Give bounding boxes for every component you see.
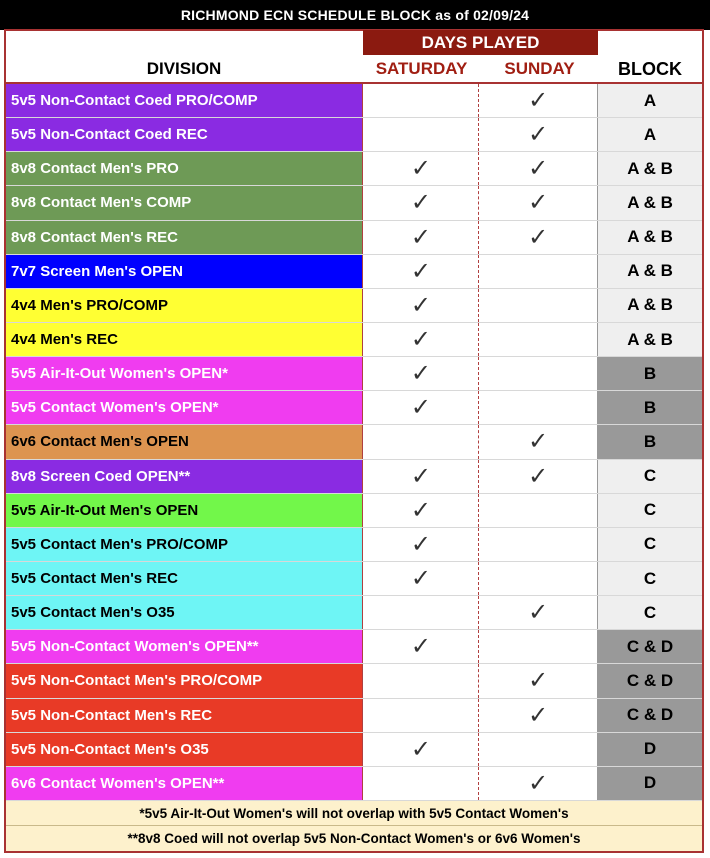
saturday-check-icon: ✓ xyxy=(362,255,479,288)
page-title: RICHMOND ECN SCHEDULE BLOCK as of 02/09/24 xyxy=(0,0,710,30)
schedule-table xyxy=(6,84,702,801)
saturday-check-icon: ✓ xyxy=(362,221,479,254)
saturday-check-icon: ✓ xyxy=(362,528,479,561)
block-cell: A & B xyxy=(597,152,702,185)
sunday-check-icon: ✓ xyxy=(528,462,549,490)
table-row xyxy=(6,357,702,391)
sunday-check-icon: ✓ xyxy=(528,667,549,695)
division-cell: 8v8 Contact Men's REC xyxy=(6,221,362,254)
days-played-header: DAYS PLAYED xyxy=(363,30,598,55)
saturday-check-icon: ✓ xyxy=(362,733,479,766)
footnote-1: *5v5 Air-It-Out Women's will not overlap with 5v5 Contact Women's xyxy=(139,805,569,821)
division-cell: 6v6 Contact Women's OPEN** xyxy=(6,767,362,800)
block-cell: C xyxy=(597,460,702,493)
saturday-check-icon: ✓ xyxy=(362,562,479,595)
division-cell: 5v5 Non-Contact Men's O35 xyxy=(6,733,362,766)
saturday-check-icon: ✓ xyxy=(362,357,479,390)
division-cell: 8v8 Contact Men's COMP xyxy=(6,186,362,219)
saturday-cell xyxy=(362,118,479,151)
block-cell: B xyxy=(597,357,702,390)
sunday-cell xyxy=(479,357,597,390)
table-row xyxy=(6,733,702,767)
saturday-check-icon: ✓ xyxy=(362,323,479,356)
block-cell: C & D xyxy=(597,699,702,732)
division-cell: 8v8 Screen Coed OPEN** xyxy=(6,460,362,493)
sunday-cell xyxy=(479,255,597,288)
block-cell: C & D xyxy=(597,664,702,697)
sunday-cell xyxy=(479,733,597,766)
saturday-check-icon: ✓ xyxy=(362,630,479,663)
block-cell: D xyxy=(597,733,702,766)
division-cell: 7v7 Screen Men's OPEN xyxy=(6,255,362,288)
sunday-header: SUNDAY xyxy=(504,58,575,78)
block-cell: A & B xyxy=(597,289,702,322)
table-row xyxy=(6,425,702,459)
division-cell: 6v6 Contact Men's OPEN xyxy=(6,425,362,458)
sunday-cell xyxy=(479,289,597,322)
block-cell: A & B xyxy=(597,186,702,219)
division-cell: 5v5 Non-Contact Men's PRO/COMP xyxy=(6,664,362,697)
table-row xyxy=(6,84,702,118)
division-cell: 4v4 Men's REC xyxy=(6,323,362,356)
division-cell: 5v5 Contact Men's PRO/COMP xyxy=(6,528,362,561)
sunday-check-icon: ✓ xyxy=(528,428,549,456)
table-row xyxy=(6,289,702,323)
footnotes xyxy=(6,801,702,851)
table-row xyxy=(6,767,702,801)
saturday-check-icon: ✓ xyxy=(362,391,479,424)
saturday-check-icon: ✓ xyxy=(362,152,479,185)
table-row xyxy=(6,118,702,152)
block-cell: C xyxy=(597,562,702,595)
block-cell: D xyxy=(597,767,702,800)
division-cell: 4v4 Men's PRO/COMP xyxy=(6,289,362,322)
saturday-cell xyxy=(362,84,479,117)
block-cell: C xyxy=(597,528,702,561)
division-cell: 5v5 Non-Contact Men's REC xyxy=(6,699,362,732)
sunday-check-icon: ✓ xyxy=(528,769,549,797)
sunday-check-icon: ✓ xyxy=(528,701,549,729)
saturday-header: SATURDAY xyxy=(375,58,468,78)
block-cell: A xyxy=(597,118,702,151)
saturday-cell xyxy=(362,596,479,629)
table-row xyxy=(6,562,702,596)
block-cell: A & B xyxy=(597,323,702,356)
table-row xyxy=(6,323,702,357)
block-cell: C & D xyxy=(597,630,702,663)
sunday-cell xyxy=(479,562,597,595)
table-row xyxy=(6,186,702,220)
table-row xyxy=(6,630,702,664)
table-row xyxy=(6,255,702,289)
table-row xyxy=(6,528,702,562)
division-cell: 5v5 Contact Women's OPEN* xyxy=(6,391,362,424)
block-cell: A xyxy=(597,84,702,117)
block-cell: B xyxy=(597,425,702,458)
table-row xyxy=(6,221,702,255)
block-cell: C xyxy=(597,494,702,527)
sunday-check-icon: ✓ xyxy=(528,189,549,217)
block-header: BLOCK xyxy=(618,58,682,79)
table-row xyxy=(6,152,702,186)
block-cell: B xyxy=(597,391,702,424)
sunday-cell xyxy=(479,630,597,663)
table-row xyxy=(6,460,702,494)
table-row xyxy=(6,391,702,425)
footnote-2: **8v8 Coed will not overlap 5v5 Non-Contact Women's or 6v6 Women's xyxy=(6,825,702,850)
table-row xyxy=(6,596,702,630)
table-row xyxy=(6,699,702,733)
division-cell: 5v5 Non-Contact Coed REC xyxy=(6,118,362,151)
sunday-cell xyxy=(479,391,597,424)
division-cell: 5v5 Air-It-Out Women's OPEN* xyxy=(6,357,362,390)
sunday-check-icon: ✓ xyxy=(528,87,549,115)
table-row xyxy=(6,494,702,528)
saturday-cell xyxy=(362,767,479,800)
block-cell: C xyxy=(597,596,702,629)
saturday-check-icon: ✓ xyxy=(362,460,479,493)
division-cell: 5v5 Contact Men's REC xyxy=(6,562,362,595)
division-cell: 5v5 Air-It-Out Men's OPEN xyxy=(6,494,362,527)
sunday-check-icon: ✓ xyxy=(528,155,549,183)
sunday-check-icon: ✓ xyxy=(528,599,549,627)
division-cell: 5v5 Contact Men's O35 xyxy=(6,596,362,629)
saturday-check-icon: ✓ xyxy=(362,289,479,322)
saturday-cell xyxy=(362,664,479,697)
block-cell: A & B xyxy=(597,221,702,254)
division-cell: 8v8 Contact Men's PRO xyxy=(6,152,362,185)
sunday-cell xyxy=(479,528,597,561)
sunday-check-icon: ✓ xyxy=(528,121,549,149)
sunday-cell xyxy=(479,494,597,527)
sunday-check-icon: ✓ xyxy=(528,223,549,251)
block-cell: A & B xyxy=(597,255,702,288)
table-row xyxy=(6,664,702,698)
saturday-check-icon: ✓ xyxy=(362,494,479,527)
division-cell: 5v5 Non-Contact Women's OPEN** xyxy=(6,630,362,663)
saturday-check-icon: ✓ xyxy=(362,186,479,219)
saturday-cell xyxy=(362,699,479,732)
division-header: DIVISION xyxy=(146,59,222,78)
sunday-cell xyxy=(479,323,597,356)
saturday-cell xyxy=(362,425,479,458)
division-cell: 5v5 Non-Contact Coed PRO/COMP xyxy=(6,84,362,117)
